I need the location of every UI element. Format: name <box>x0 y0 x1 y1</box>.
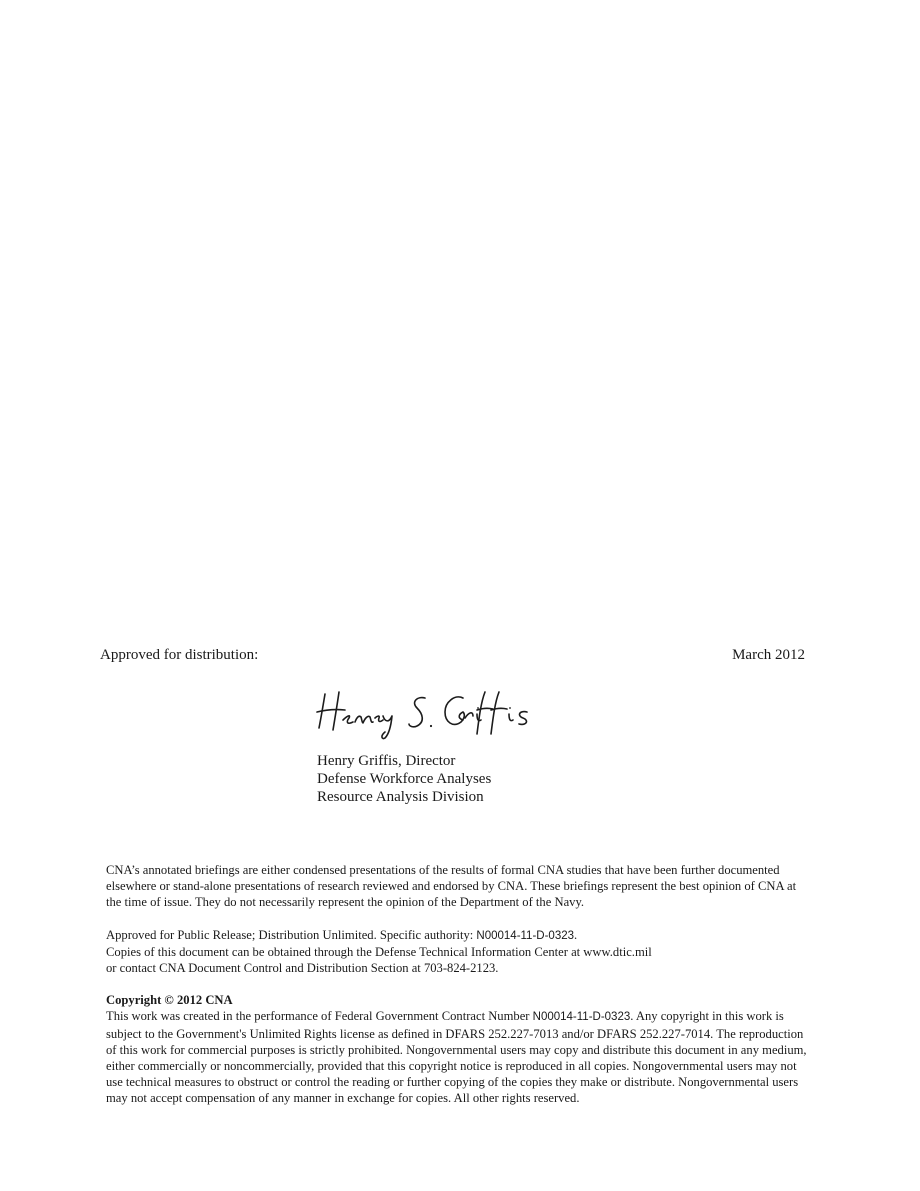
release-paragraph <box>106 927 808 977</box>
release-suffix: . <box>574 927 578 942</box>
contract-number: N00014-11-D-0323 <box>476 929 575 942</box>
copyright-paragraph <box>106 992 808 1106</box>
signer-name: Henry Griffis, Director <box>317 753 456 769</box>
signer-division: Resource Analysis Division <box>317 789 484 805</box>
release-prefix: Approved for Public Release; Distribution Unlimited. Specific authority: <box>106 927 474 942</box>
copyright-body: . Any copyright in this work is subject to the Government's Unlimited Rights license as defined in DFARS 252.227-7013 and/or DFARS 252.227-7014. The reproduction of this work for commercial purposes is strictly prohibited. Nongovernmental users may copy and distribute this document in any medium, either commercially or noncommercially, provided that this copyright notice is reproduced in all copies. Nongovernmental users may not use technical measures to obstruct or control the reading or further copying of the copies they make or distribute. Nongovernmental users may not accept compensation of any manner in exchange for copies. All other rights reserved. <box>106 1009 807 1106</box>
disclaimer-paragraph: CNA’s annotated briefings are either condensed presentations of the results of formal CNA studies that have been further documented elsewhere or stand-alone presentations of research reviewed and endorsed by CNA. These briefings represent the best opinion of CNA at the time of issue. They do not necessarily represent the opinion of the Department of the Navy. <box>106 863 797 910</box>
copyright-contract-number: N00014-11-D-0323 <box>532 1011 631 1024</box>
copyright-prefix: This work was created in the performance of Federal Government Contract Number <box>106 1009 530 1024</box>
approval-label: Approved for distribution: <box>100 647 259 663</box>
copyright-heading: Copyright © 2012 CNA <box>106 993 233 1008</box>
notice-block <box>106 862 808 1123</box>
copies-line-2: or contact CNA Document Control and Distribution Section at 703-824-2123. <box>106 961 499 976</box>
approval-date: March 2012 <box>732 647 805 663</box>
release-line <box>106 927 808 944</box>
signer-block <box>317 752 491 806</box>
signature-image <box>313 684 553 742</box>
copies-line-1: Copies of this document can be obtained through the Defense Technical Information Center at www.dtic.mil <box>106 944 652 959</box>
signer-department: Defense Workforce Analyses <box>317 771 492 787</box>
